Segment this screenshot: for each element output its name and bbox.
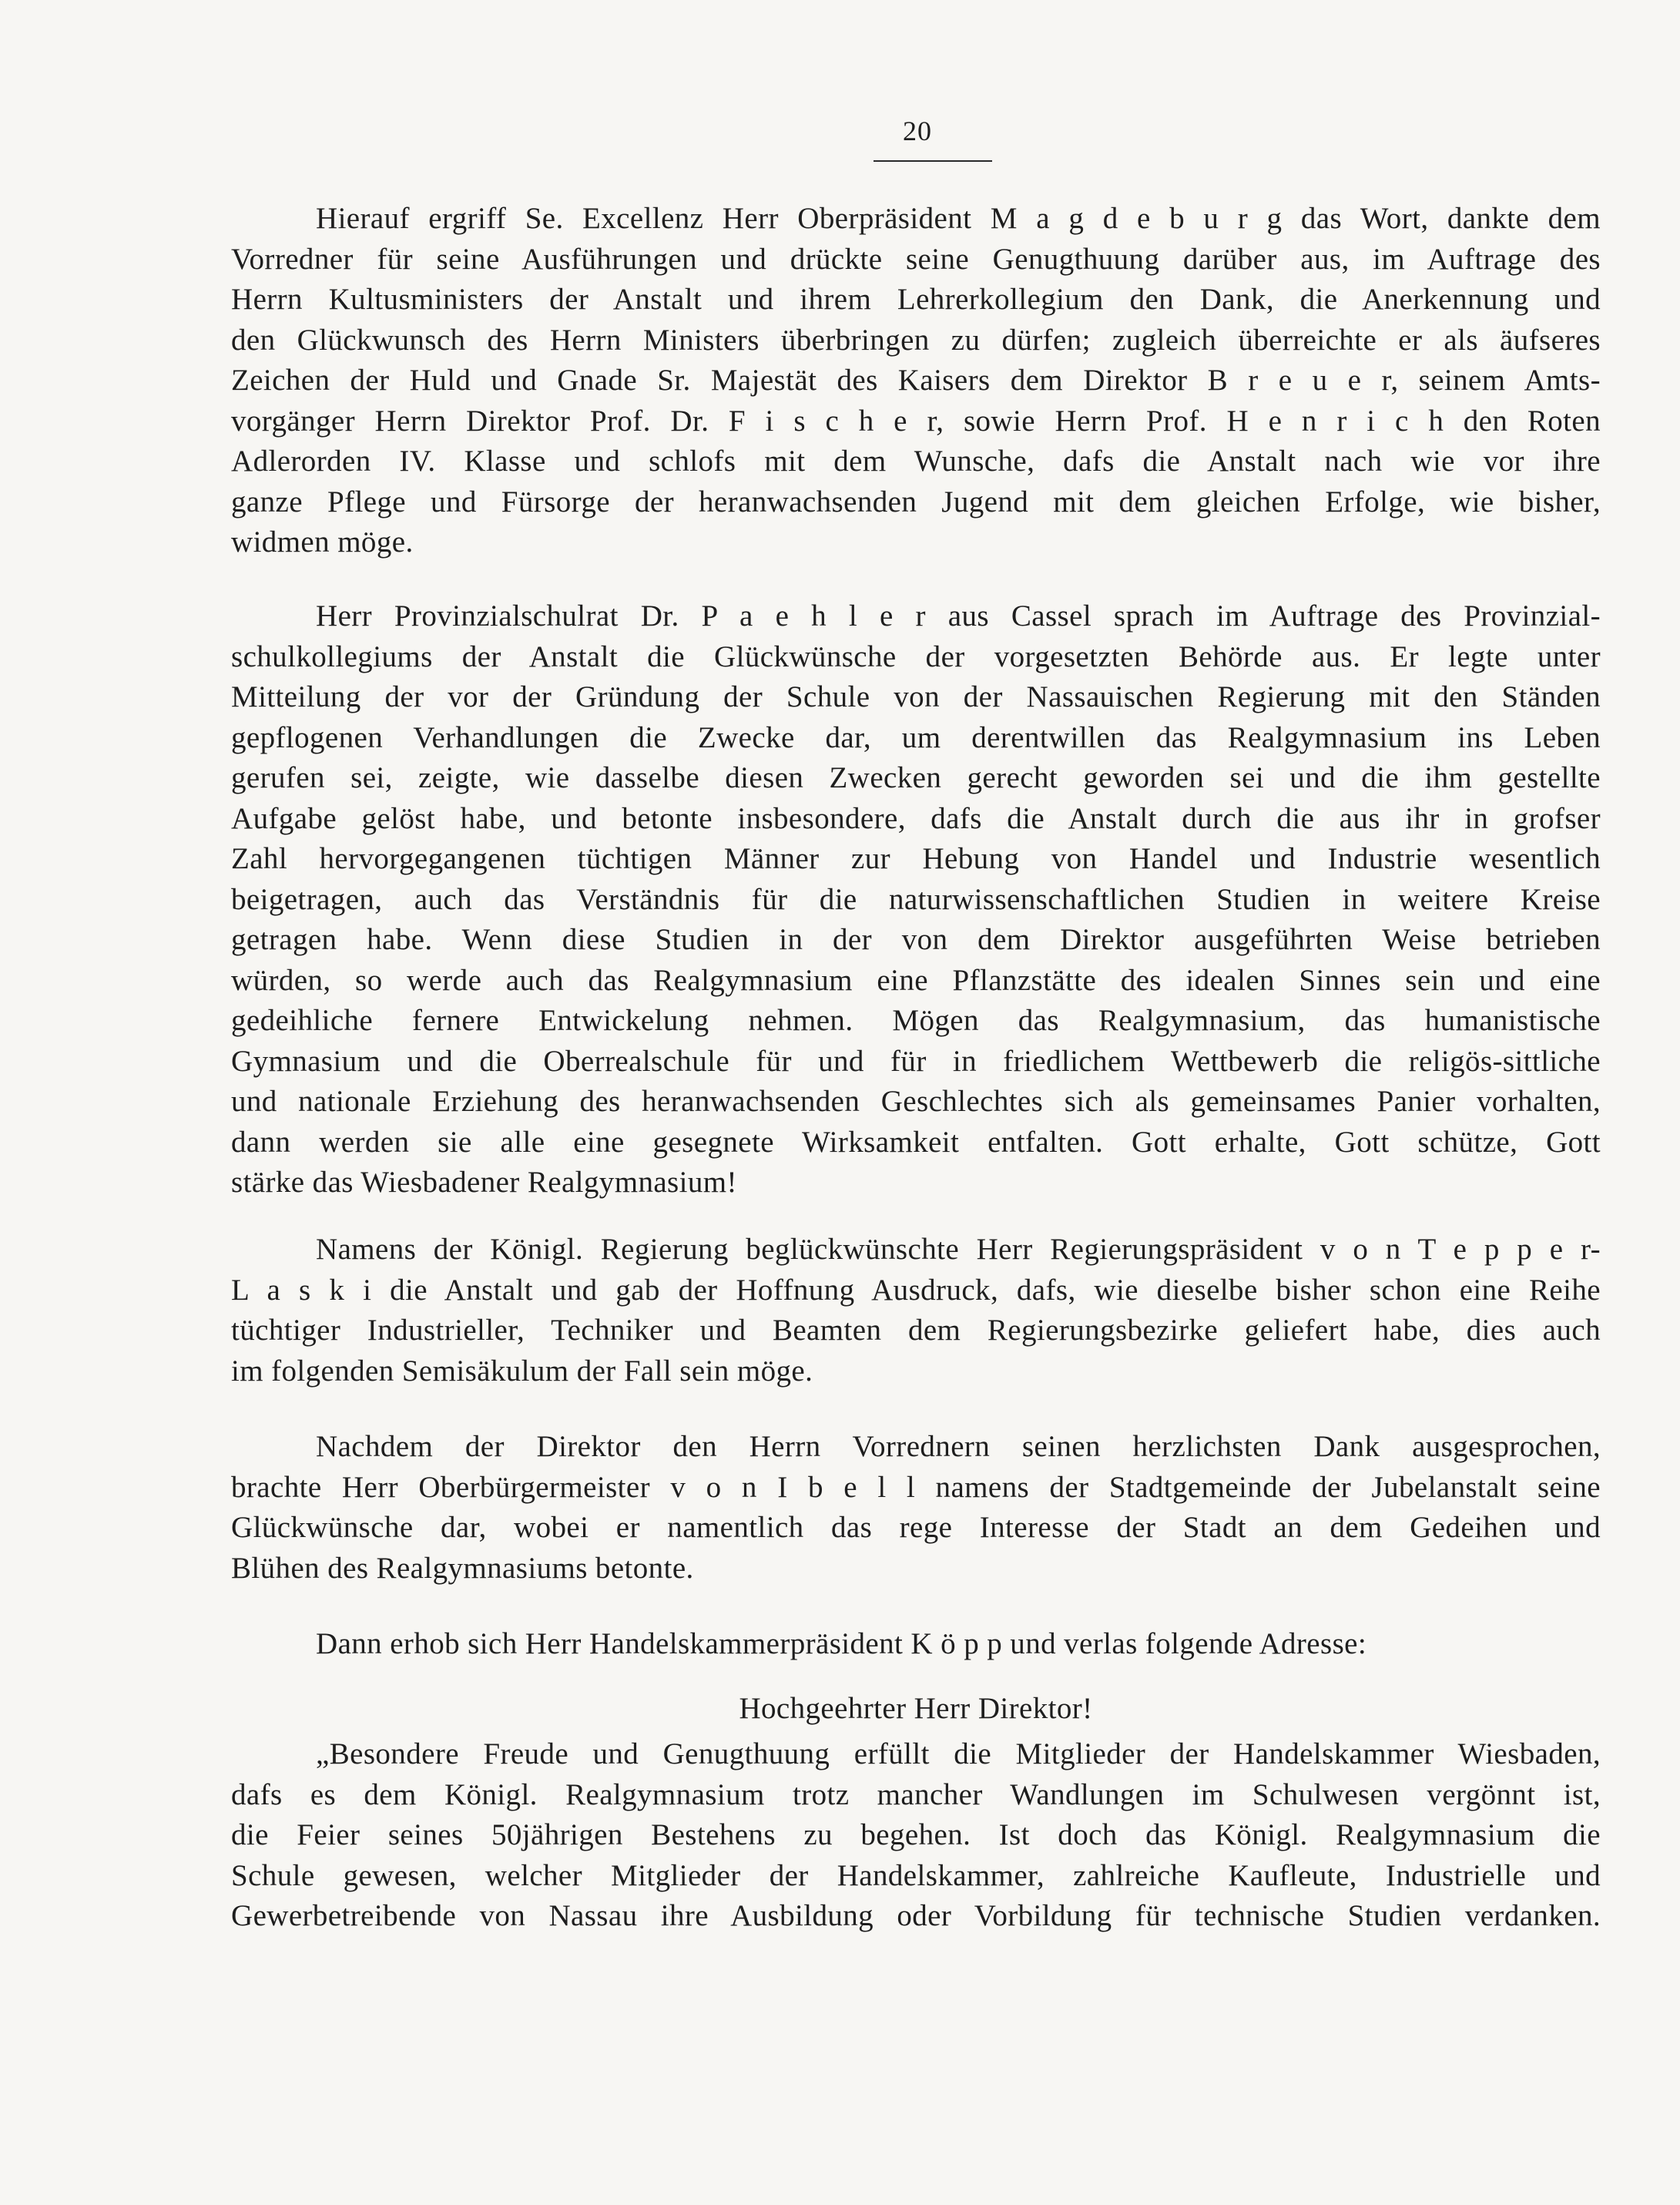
text-line: L a s k i die Anstalt und gab der Hoffnung Ausdruck, dafs, wie dieselbe bisher schon eine Reihe bbox=[231, 1273, 1601, 1307]
text-line: gepflogenen Verhandlungen die Zwecke dar, um derentwillen das Realgymnasium ins Leben bbox=[231, 720, 1601, 754]
document-page bbox=[231, 0, 1602, 2205]
page-number-rule bbox=[874, 160, 992, 162]
paragraph-provinzialschulrat bbox=[231, 596, 1601, 1203]
text-line: Adlerorden IV. Klasse und schlofs mit dem Wunsche, dafs die Anstalt nach wie vor ihre bbox=[231, 445, 1601, 478]
text-line: Zahl hervorgegangenen tüchtigen Männer zur Hebung von Handel und Industrie wesentlich bbox=[231, 842, 1601, 875]
text-line: Schule gewesen, welcher Mitglieder der Handelskammer, zahlreiche Kaufleute, Industrielle und bbox=[231, 1858, 1601, 1892]
text-line: gerufen sei, zeigte, wie dasselbe diesen Zwecken gerecht geworden sei und die ihm gestellte bbox=[231, 761, 1601, 794]
text-line: Hierauf ergriff Se. Excellenz Herr Oberpräsident M a g d e b u r g das Wort, dankte dem bbox=[316, 202, 1601, 235]
text-line: dafs es dem Königl. Realgymnasium trotz mancher Wandlungen im Schulwesen vergönnt ist, bbox=[231, 1777, 1601, 1811]
text-line: Vorredner für seine Ausführungen und drückte seine Genugthuung darüber aus, im Auftrage des bbox=[231, 242, 1601, 276]
text-line: stärke das Wiesbadener Realgymnasium! bbox=[231, 1166, 737, 1199]
text-line: „Besondere Freude und Genugthuung erfüllt die Mitglieder der Handelskammer Wiesbaden, bbox=[316, 1737, 1601, 1770]
text-line: Nachdem der Direktor den Herrn Vorrednern seinen herzlichsten Dank ausgesprochen, bbox=[316, 1430, 1601, 1463]
text-line: würden, so werde auch das Realgymnasium eine Pflanzstätte des idealen Sinnes sein und eine bbox=[231, 963, 1601, 997]
text-line: den Glückwunsch des Herrn Ministers überbringen zu dürfen; zugleich überreichte er als äufseres bbox=[231, 323, 1601, 357]
text-line: dann werden sie alle eine gesegnete Wirksamkeit entfalten. Gott erhalte, Gott schütze, Gott bbox=[231, 1125, 1601, 1159]
text-line: getragen habe. Wenn diese Studien in der von dem Direktor ausgeführten Weise betrieben bbox=[231, 923, 1601, 956]
text-line: schulkollegiums der Anstalt die Glückwünsche der vorgesetzten Behörde aus. Er legte unter bbox=[231, 639, 1601, 673]
text-line: Herrn Kultusministers der Anstalt und ihrem Lehrerkollegium den Dank, die Anerkennung und bbox=[231, 283, 1601, 316]
text-line: Glückwünsche dar, wobei er namentlich das rege Interesse der Stadt an dem Gedeihen und bbox=[231, 1511, 1601, 1544]
paragraph-handelskammer bbox=[231, 1624, 1601, 1665]
text-line: Blühen des Realgymnasiums betonte. bbox=[231, 1551, 694, 1585]
address-salutation: Hochgeehrter Herr Direktor! bbox=[739, 1692, 1093, 1725]
text-line: gedeihliche fernere Entwickelung nehmen. Mögen das Realgymnasium, das humanistische bbox=[231, 1004, 1601, 1037]
text-line: vorgänger Herrn Direktor Prof. Dr. F i s c h e r, sowie Herrn Prof. H e n r i c h den Roten bbox=[231, 404, 1601, 438]
paragraph-oberpraesident bbox=[231, 199, 1601, 563]
paragraph-regierung bbox=[231, 1230, 1601, 1391]
text-line: Aufgabe gelöst habe, und betonte insbesondere, dafs die Anstalt durch die aus ihr in grofser bbox=[231, 801, 1601, 835]
text-line: Namens der Königl. Regierung beglückwünschte Herr Regierungspräsident v o n T e p p e r- bbox=[316, 1233, 1601, 1266]
text-line: beigetragen, auch das Verständnis für die naturwissenschaftlichen Studien in weitere Kreise bbox=[231, 882, 1601, 916]
text-line: Mitteilung der vor der Gründung der Schule von der Nassauischen Regierung mit den Ständen bbox=[231, 680, 1601, 713]
text-line: ganze Pflege und Fürsorge der heranwachsenden Jugend mit dem gleichen Erfolge, wie bisher, bbox=[231, 485, 1601, 519]
text-line: Dann erhob sich Herr Handelskammerpräsident K ö p p und verlas folgende Adresse: bbox=[316, 1627, 1367, 1660]
text-line: brachte Herr Oberbürgermeister v o n I b e l l namens der Stadtgemeinde der Jubelanstalt seine bbox=[231, 1470, 1601, 1504]
text-line: Gewerbetreibende von Nassau ihre Ausbildung oder Vorbildung für technische Studien verdanken. bbox=[231, 1899, 1601, 1932]
text-line: Zeichen der Huld und Gnade Sr. Majestät des Kaisers dem Direktor B r e u e r, seinem Amts- bbox=[231, 364, 1601, 397]
text-line: und nationale Erziehung des heranwachsenden Geschlechtes sich als gemeinsames Panier vorhalten, bbox=[231, 1085, 1601, 1118]
paragraph-oberbuergermeister bbox=[231, 1427, 1601, 1589]
text-line: die Feier seines 50jährigen Bestehens zu begehen. Ist doch das Königl. Realgymnasium die bbox=[231, 1818, 1601, 1851]
text-line: Gymnasium und die Oberrealschule für und für in friedlichem Wettbewerb die religös-sittliche bbox=[231, 1044, 1601, 1078]
address-text bbox=[231, 1734, 1601, 1937]
text-line: Herr Provinzialschulrat Dr. P a e h l e r aus Cassel sprach im Auftrage des Provinzial- bbox=[316, 599, 1601, 633]
text-line: im folgenden Semisäkulum der Fall sein möge. bbox=[231, 1354, 813, 1388]
page-number: 20 bbox=[903, 116, 932, 146]
text-line: tüchtiger Industrieller, Techniker und Beamten dem Regierungsbezirke geliefert habe, dies auch bbox=[231, 1314, 1601, 1347]
text-line: widmen möge. bbox=[231, 525, 414, 559]
